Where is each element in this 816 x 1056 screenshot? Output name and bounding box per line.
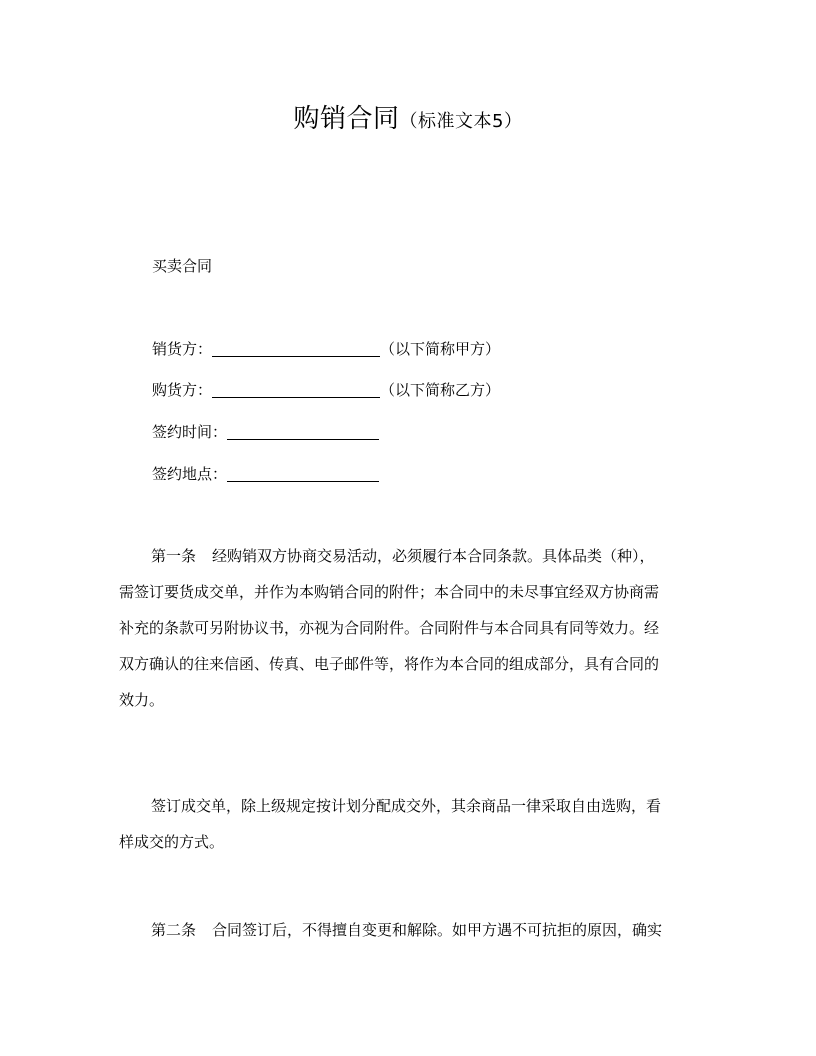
article-1-line: 双方确认的往来信函、传真、电子邮件等，将作为本合同的组成部分，具有合同的 [119, 655, 660, 673]
contract-heading: 买卖合同 [152, 257, 213, 275]
article-2-line: 第二条 合同签订后，不得擅自变更和解除。如甲方遇不可抗拒的原因，确实 [151, 921, 663, 939]
sign-time-line [152, 422, 379, 442]
article-1-line: 需签订要货成交单，并作为本购销合同的附件；本合同中的未尽事宜经双方协商需 [119, 583, 660, 601]
buyer-label: 购货方： [152, 381, 213, 399]
title-subtitle: （标准文本5） [399, 111, 523, 132]
article-2-heading: 第二条 [151, 921, 197, 939]
paragraph-2-line: 样成交的方式。 [119, 833, 225, 851]
article-1-heading: 第一条 [151, 547, 197, 565]
paragraph-2-line: 签订成交单，除上级规定按计划分配成交外，其余商品一律采取自由选购，看 [151, 797, 662, 815]
seller-note: （以下简称甲方） [380, 340, 501, 358]
paragraph-2 [119, 788, 699, 860]
buyer-line [152, 380, 500, 400]
article-2 [119, 912, 699, 948]
article-1-line: 第一条 经购销双方协商交易活动，必须履行本合同条款。具体品类（种）， [151, 547, 655, 565]
sign-place-label: 签约地点： [152, 465, 228, 483]
sign-time-label: 签约时间： [152, 423, 228, 441]
article-1-line: 补充的条款可另附协议书，亦视为合同附件。合同附件与本合同具有同等效力。经 [119, 619, 660, 637]
seller-blank[interactable] [212, 340, 380, 357]
seller-line [152, 339, 500, 359]
document-title [0, 98, 816, 135]
sign-place-line [152, 464, 379, 484]
article-1 [119, 538, 699, 718]
sign-time-blank[interactable] [227, 423, 379, 440]
buyer-blank[interactable] [212, 381, 380, 398]
buyer-note: （以下简称乙方） [380, 381, 501, 399]
seller-label: 销货方： [152, 340, 213, 358]
title-main: 购销合同 [293, 104, 400, 134]
sign-place-blank[interactable] [227, 465, 379, 482]
article-1-line: 效力。 [119, 691, 165, 709]
